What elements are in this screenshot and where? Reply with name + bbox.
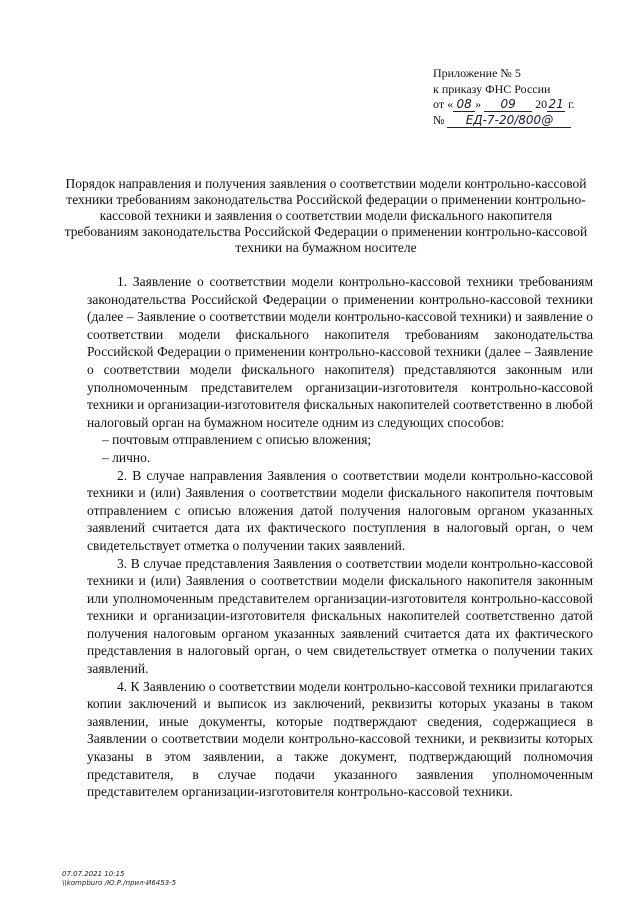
date-month: 09 [484,98,532,112]
order-reference: к приказу ФНС России [433,81,551,96]
footer-file-path: \\kompburo /Ю.Р./прил-И6453-5 [62,879,177,887]
order-number: № ЕД-7-20/800@ [433,113,623,129]
list-item-in-person: – лично. [102,449,151,465]
file-footer [62,870,262,888]
approval-stamp [433,66,623,128]
footer-timestamp: 07.07.2021 10:15 [62,870,125,878]
date-year: 21 [548,97,564,111]
appendix-label: Приложение № 5 [433,66,521,80]
paragraph-2: 2. В случае направления Заявления о соответствии модели контрольно-кассовой техники и (или) Заявления о соответствии модели фискального накопителя почтовым отправлением с описью вложения датой получения налоговым органом указанных заявлений считается дата их фактического поступления в налоговый орган, о чем свидетельствует отметка о получении таких заявлений. [87,467,593,553]
date-day: 08 [453,98,475,112]
document-title: Порядок направления и получения заявления о соответствии модели контрольно-кассовой техники требованиям законодательства Российской федерации о применении контрольно-кассовой техники и заявления о соответствии модели фискального накопителя требованиям законодательства Российской Федерации о применении контрольно-кассовой техники на бумажном носителе [64,176,588,255]
paragraph-1: 1. Заявление о соответствии модели контрольно-кассовой техники требованиям законодательства Российской Федерации о применении контрольно-кассовой техники (далее – Заявление о соответствии модели контрольно-кассовой техники) и заявление о соответствии модели фискального накопителя требованиям законодательства Российской Федерации о применении контрольно-кассовой техники (далее – Заявление о соответствии модели фискального накопителя) представляются законным или уполномоченным представителем организации-изготовителя контрольно-кассовой техники и организации-изготовителя фискальных накопителей соответственно в любой налоговый орган на бумажном носителе одним из следующих способов: [87,274,593,430]
order-number-value: ЕД-7-20/800@ [447,114,571,128]
order-date: от « 08 » 09 2021 г. [433,97,575,111]
document-body [87,273,593,801]
paragraph-4: 4. К Заявлению о соответствии модели контрольно-кассовой техники прилагаются копии заключений и выписок из заключений, реквизиты которых указаны в таком заявлении, иные документы, которые подтверждают сведения, содержащиеся в Заявлении о соответствии модели контрольно-кассовой техники, и реквизиты которых указаны в этом заявлении, а также документ, подтверждающий полномочия представителя, в случае подачи указанного заявления уполномоченным представителем организации-изготовителя контрольно-кассовой техники. [87,678,593,800]
list-item-mail: – почтовым отправлением с описью вложения; [102,432,372,448]
paragraph-3: 3. В случае представления Заявления о соответствии модели контрольно-кассовой техники и (или) Заявления о соответствии модели фискального накопителя законным или уполномоченным представителем организации-изготовителя контрольно-кассовой техники и организации-изготовителя фискальных накопителей соответственно датой получения налоговым органом указанных заявлений считается дата их фактического представления в налоговый орган, о чем свидетельствует отметка о получении таких заявлений. [87,555,593,677]
